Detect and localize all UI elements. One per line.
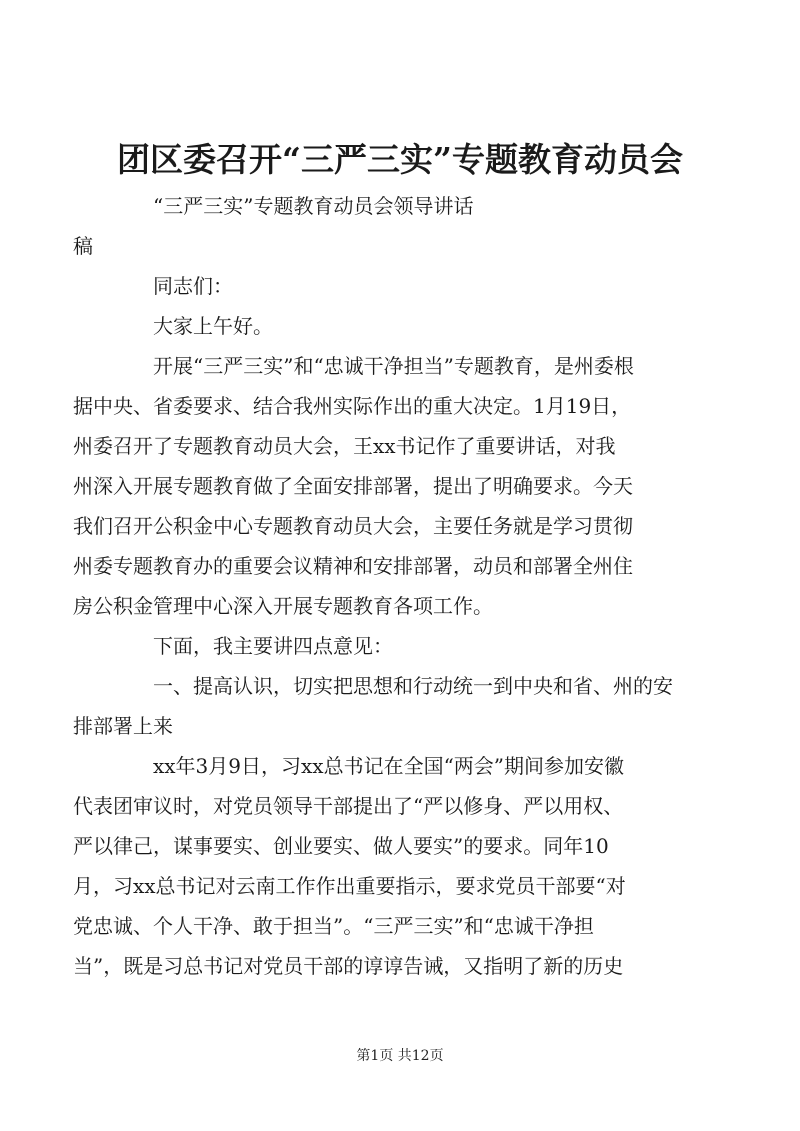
paragraph-line: 州委专题教育办的重要会议精神和安排部署，动员和部署全州住: [73, 554, 633, 578]
paragraph-line: 月，习xx总书记对云南工作作出重要指示，要求党员干部要“对: [73, 874, 626, 898]
paragraph-line: 严以律己，谋事要实、创业要实、做人要实”的要求。同年10: [73, 834, 609, 858]
paragraph-line: 一、提高认识，切实把思想和行动统一到中央和省、州的安: [153, 674, 673, 698]
paragraph-line: 我们召开公积金中心专题教育动员大会，主要任务就是学习贯彻: [73, 514, 633, 538]
paragraph-line: 开展“三严三实”和“忠诚干净担当”专题教育，是州委根: [153, 354, 634, 378]
paragraph-line: xx年3月9日，习xx总书记在全国“两会”期间参加安徽: [153, 754, 625, 778]
body-paragraph: [73, 346, 703, 626]
intro-paragraph: [113, 626, 703, 666]
paragraph-line: 房公积金管理中心深入开展专题教育各项工作。: [73, 594, 493, 618]
page-number-footer: 第1页 共12页: [356, 1048, 444, 1064]
subtitle-paragraph: [73, 186, 703, 266]
paragraph-line: 代表团审议时，对党员领导干部提出了“严以修身、严以用权、: [73, 794, 624, 818]
paragraph-line: 下面，我主要讲四点意见：: [153, 634, 393, 658]
paragraph-line: 同志们：: [153, 274, 233, 298]
section-heading: [73, 666, 703, 746]
paragraph-line: 排部署上来: [73, 714, 173, 738]
paragraph-line: “三严三实”专题教育动员会领导讲话: [153, 194, 474, 218]
salutation-paragraph: [113, 266, 703, 306]
paragraph-line: 稿: [73, 234, 93, 258]
paragraph-line: 党忠诚、个人干净、敢于担当”。“三严三实”和“忠诚干净担: [73, 914, 594, 938]
paragraph-line: 大家上午好。: [153, 314, 273, 338]
paragraph-line: 州深入开展专题教育做了全面安排部署，提出了明确要求。今天: [73, 474, 633, 498]
document-body: [73, 186, 703, 986]
document-title: 团区委召开“三严三实”专题教育动员会: [117, 140, 683, 179]
paragraph-line: 州委召开了专题教育动员大会，王xx书记作了重要讲话，对我: [73, 434, 616, 458]
paragraph-line: 当”，既是习总书记对党员干部的谆谆告诫，又指明了新的历史: [73, 954, 624, 978]
paragraph-line: 据中央、省委要求、结合我州实际作出的重大决定。1月19日，: [73, 394, 632, 418]
body-paragraph: [73, 746, 703, 986]
greeting-paragraph: [113, 306, 703, 346]
